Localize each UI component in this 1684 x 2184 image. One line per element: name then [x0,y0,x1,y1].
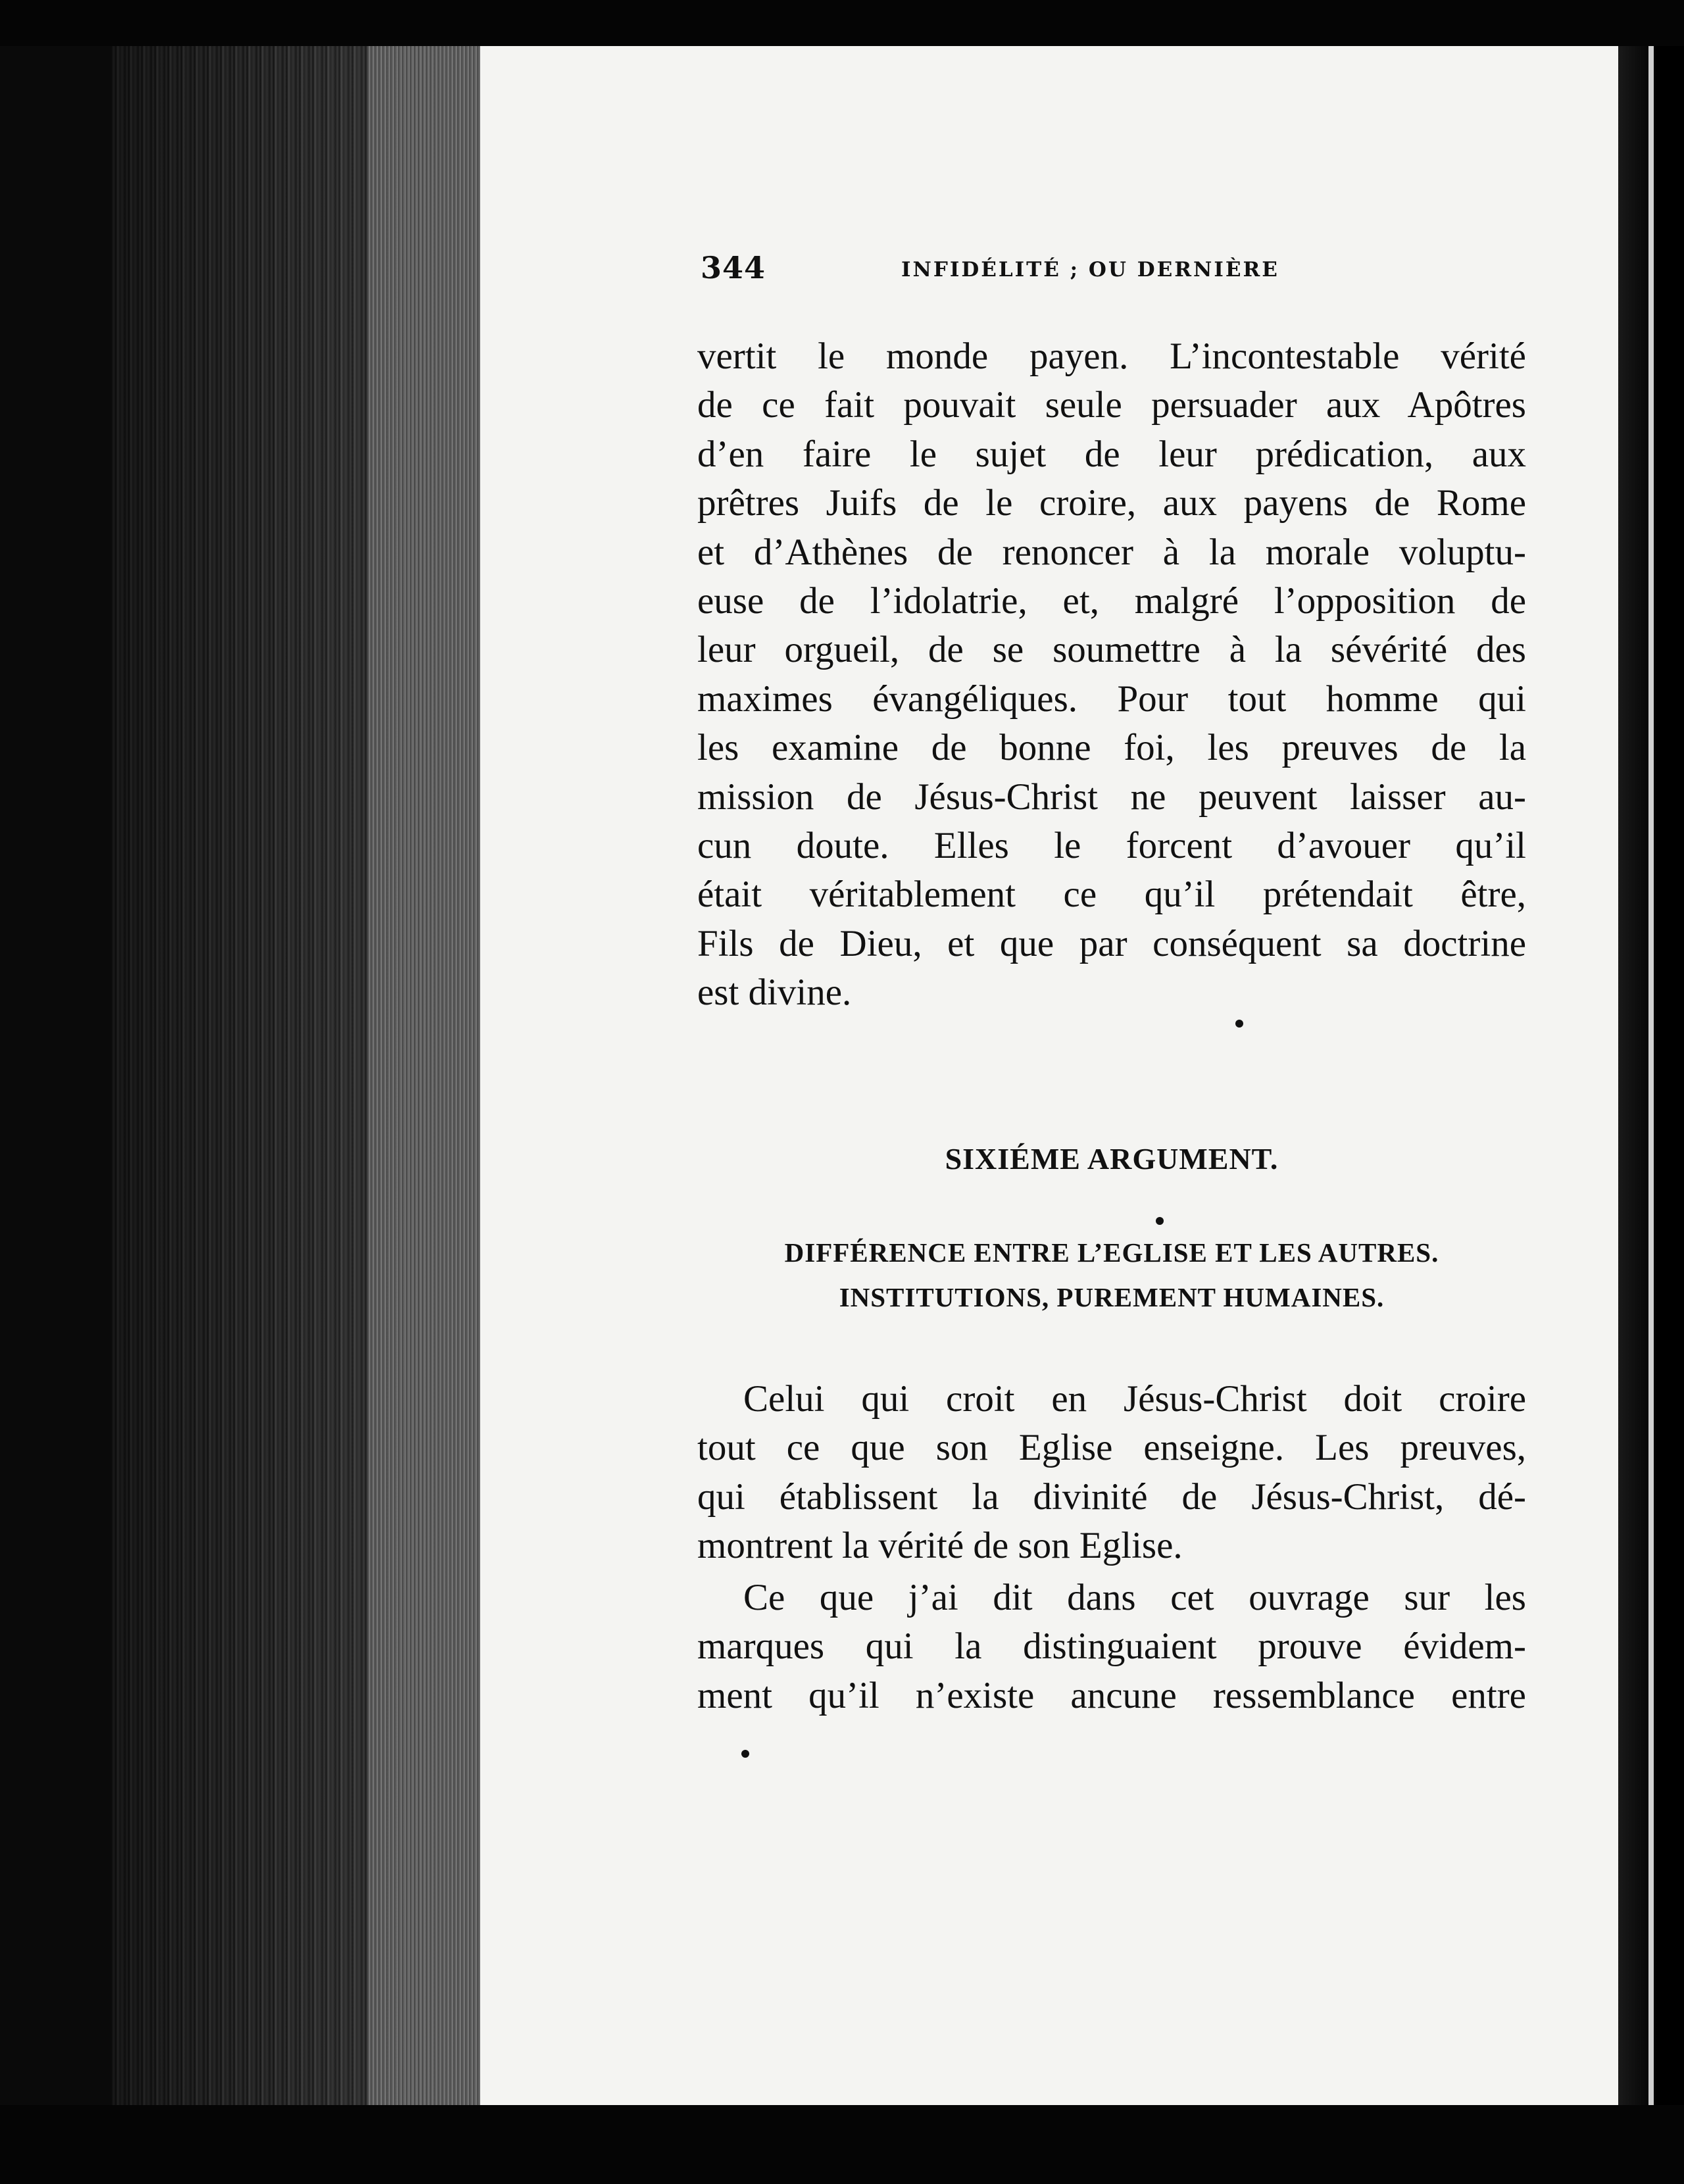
running-head-title: INFIDÉLITÉ ; OU DERNIÈRE [901,258,1279,282]
text-line: est divine. [697,972,852,1014]
text-line: ment qu’il n’existe ancune ressemblance entre [697,1674,1526,1716]
text-line: mission de Jésus-Christ ne peuvent laisser au- [697,776,1526,818]
ink-speck [1156,1217,1164,1225]
text-line: d’en faire le sujet de leur prédication, aux [697,433,1526,475]
section-title: SIXIÉME ARGUMENT. [945,1142,1279,1176]
text-line: tout ce que son Eglise enseigne. Les preuves, [697,1427,1526,1469]
section-subtitle-line-1: DIFFÉRENCE ENTRE L’EGLISE ET LES AUTRES. [784,1237,1439,1268]
text-line: maximes évangéliques. Pour tout homme qui [697,678,1526,720]
text-line: Fils de Dieu, et que par conséquent sa doctrine [697,922,1526,964]
text-line: Celui qui croit en Jésus-Christ doit croire [743,1378,1526,1420]
text-line: et d’Athènes de renoncer à la morale voluptu- [697,531,1526,573]
text-line: marques qui la distinguaient prouve évidem- [697,1626,1526,1668]
paragraph-2 [697,1375,1526,1571]
section-subtitle-line-2: INSTITUTIONS, PUREMENT HUMAINES. [839,1282,1385,1312]
text-line: cun doute. Elles le forcent d’avouer qu’il [697,825,1526,867]
paragraph-1 [697,332,1526,1018]
text-line: leur orgueil, de se soumettre à la sévérité des [697,629,1526,671]
running-head [701,250,1358,303]
text-line: prêtres Juifs de le croire, aux payens de Rome [697,482,1526,524]
text-line: les examine de bonne foi, les preuves de la [697,727,1526,769]
text-line: Ce que j’ai dit dans cet ouvrage sur les [743,1577,1526,1618]
scan-border-bottom [0,2105,1684,2184]
text-line: montrent la vérité de son Eglise. [697,1525,1183,1567]
page-number: 344 [701,250,766,285]
text-line: était véritablement ce qu’il prétendait être, [697,874,1526,916]
text-line: euse de l’idolatrie, et, malgré l’opposition de [697,580,1526,622]
ink-speck [741,1750,749,1758]
scan-border-right [1618,46,1684,2105]
text-line: de ce fait pouvait seule persuader aux Apôtres [697,384,1526,426]
book-leaf-strip [368,46,480,2105]
paragraph-3 [697,1574,1526,1720]
text-line: qui établissent la divinité de Jésus-Christ, dé- [697,1476,1526,1518]
scan-border-top [0,0,1684,46]
ink-speck [1235,1020,1243,1028]
text-line: vertit le monde payen. L’incontestable vérité [697,335,1526,377]
